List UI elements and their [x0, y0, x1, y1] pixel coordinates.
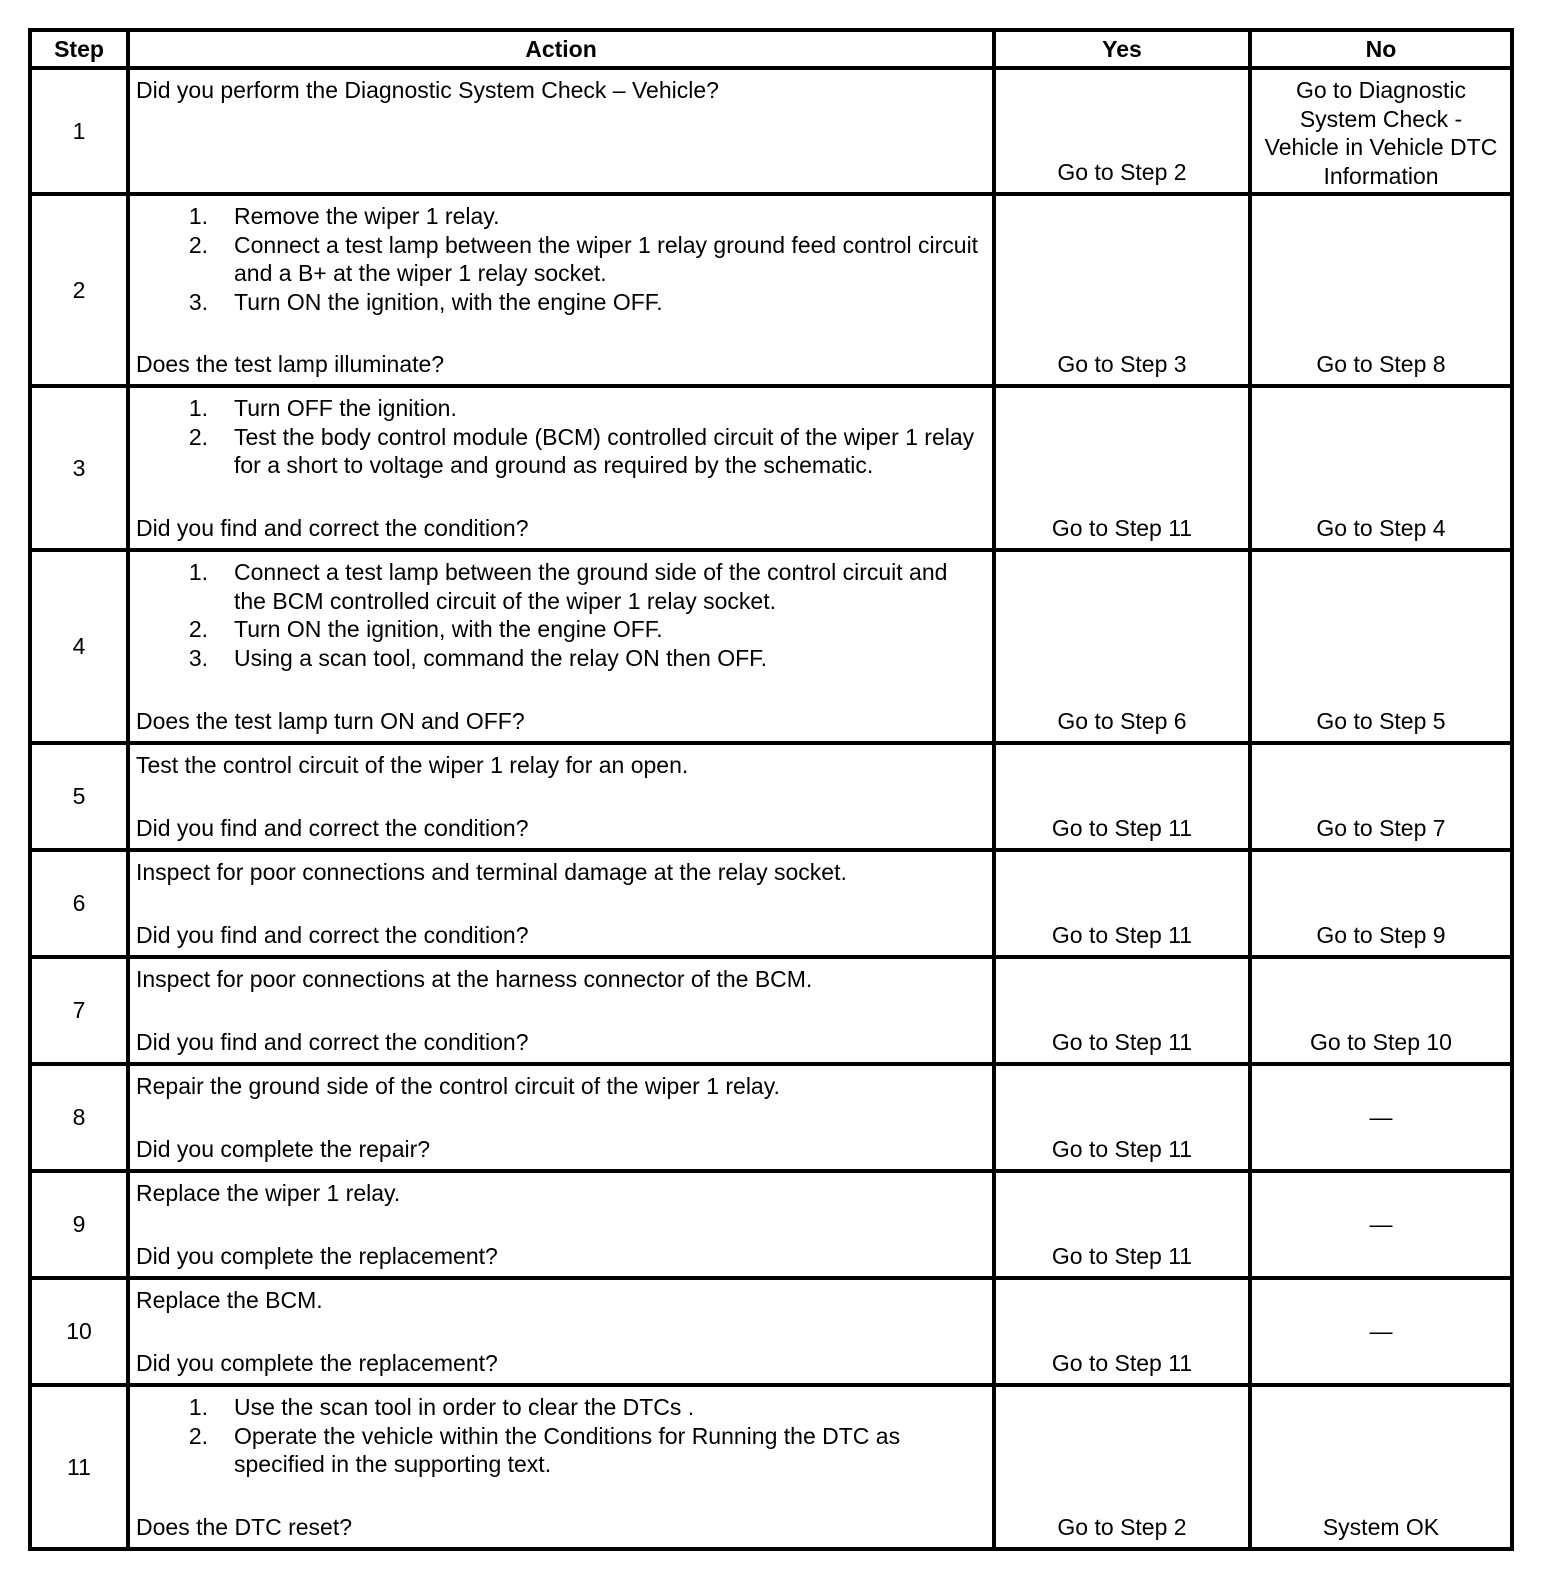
yes-target: Go to Step 11	[1051, 514, 1193, 541]
yes-cell	[994, 1278, 1250, 1385]
no-cell	[1250, 1171, 1512, 1278]
table-row	[30, 1171, 1512, 1278]
substep-item	[136, 288, 984, 317]
action-cell	[128, 743, 994, 850]
step-number: 7	[30, 957, 128, 1064]
no-cell	[1250, 68, 1512, 194]
action-cell	[128, 194, 994, 386]
action-question: Did you complete the repair?	[136, 1135, 431, 1162]
substep-text: Turn ON the ignition, with the engine OFF.	[234, 288, 663, 315]
action-question: Did you find and correct the condition?	[136, 1028, 529, 1055]
yes-target: Go to Step 11	[1051, 814, 1193, 841]
no-target: Go to Step 10	[1310, 1028, 1452, 1055]
table-row	[30, 550, 1512, 743]
no-target: Go to Diagnostic System Check - Vehicle in Vehicle DTC Information	[1264, 77, 1498, 189]
yes-target: Go to Step 6	[1057, 707, 1187, 734]
header-step: Step	[30, 30, 128, 68]
step-number: 9	[30, 1171, 128, 1278]
action-statement: Replace the BCM.	[136, 1287, 323, 1313]
action-question: Did you find and correct the condition?	[136, 814, 529, 841]
action-question: Did you complete the replacement?	[136, 1242, 498, 1269]
yes-cell	[994, 386, 1250, 550]
table-row	[30, 743, 1512, 850]
step-number: 1	[30, 68, 128, 194]
step-number: 2	[30, 194, 128, 386]
substep-text: Connect a test lamp between the ground side of the control circuit and the BCM controlled circuit of the wiper 1 relay socket.	[234, 559, 948, 614]
no-target: Go to Step 7	[1316, 814, 1446, 841]
action-question: Did you find and correct the condition?	[136, 514, 529, 541]
no-cell	[1250, 550, 1512, 743]
no-target-dash: —	[1369, 1318, 1393, 1345]
table-row	[30, 68, 1512, 194]
yes-cell	[994, 1171, 1250, 1278]
table-row	[30, 1278, 1512, 1385]
action-cell	[128, 1171, 994, 1278]
action-question: Did you complete the replacement?	[136, 1349, 498, 1376]
action-question: Does the DTC reset?	[136, 1513, 353, 1540]
substep-item	[136, 394, 984, 423]
no-target: System OK	[1322, 1513, 1440, 1540]
yes-target: Go to Step 3	[1057, 350, 1187, 377]
action-statement: Test the control circuit of the wiper 1 relay for an open.	[136, 752, 689, 778]
action-cell	[128, 1064, 994, 1171]
no-cell	[1250, 850, 1512, 957]
substep-number: 1.	[188, 1394, 208, 1420]
header-row	[30, 30, 1512, 68]
table-row	[30, 386, 1512, 550]
yes-cell	[994, 68, 1250, 194]
substep-list	[136, 394, 984, 480]
step-number: 4	[30, 550, 128, 743]
no-target: Go to Step 4	[1316, 514, 1446, 541]
no-cell	[1250, 957, 1512, 1064]
no-target: Go to Step 5	[1316, 707, 1446, 734]
substep-number: 1.	[188, 203, 208, 229]
header-action: Action	[128, 30, 994, 68]
substep-text: Turn OFF the ignition.	[234, 395, 457, 421]
yes-target: Go to Step 11	[1051, 1349, 1193, 1376]
substep-text: Remove the wiper 1 relay.	[234, 203, 500, 229]
substep-text: Turn ON the ignition, with the engine OFF.	[234, 616, 663, 642]
diagnostic-table	[28, 28, 1514, 1551]
substep-number: 2.	[188, 1422, 208, 1449]
substep-number: 1.	[188, 395, 208, 421]
no-cell	[1250, 194, 1512, 386]
substep-number: 2.	[188, 423, 208, 450]
yes-target: Go to Step 11	[1051, 1028, 1193, 1055]
yes-target: Go to Step 2	[1057, 1513, 1187, 1540]
action-question: Did you find and correct the condition?	[136, 921, 529, 948]
action-question: Does the test lamp illuminate?	[136, 350, 445, 377]
action-statement: Inspect for poor connections at the harness connector of the BCM.	[136, 966, 813, 992]
yes-cell	[994, 1064, 1250, 1171]
yes-target: Go to Step 11	[1051, 921, 1193, 948]
substep-number: 3.	[188, 288, 208, 315]
action-cell	[128, 68, 994, 194]
step-number: 10	[30, 1278, 128, 1385]
action-statement: Repair the ground side of the control circuit of the wiper 1 relay.	[136, 1073, 780, 1099]
substep-number: 2.	[188, 616, 208, 642]
substep-list	[136, 202, 984, 316]
substep-item	[136, 231, 984, 288]
step-number: 3	[30, 386, 128, 550]
yes-cell	[994, 743, 1250, 850]
substep-text: Operate the vehicle within the Conditions for Running the DTC as specified in the supporting text.	[234, 1422, 901, 1477]
substep-item	[136, 615, 984, 644]
action-cell	[128, 957, 994, 1064]
action-cell	[128, 1385, 994, 1549]
no-cell	[1250, 1385, 1512, 1549]
table-row	[30, 194, 1512, 386]
action-cell	[128, 850, 994, 957]
substep-list	[136, 1393, 984, 1479]
table-row	[30, 1064, 1512, 1171]
no-target-dash: —	[1369, 1211, 1393, 1238]
table-row	[30, 957, 1512, 1064]
no-cell	[1250, 1278, 1512, 1385]
substep-list	[136, 558, 984, 672]
yes-target: Go to Step 2	[1057, 158, 1187, 185]
substep-text: Connect a test lamp between the wiper 1 relay ground feed control circuit and a B+ at the wiper 1 relay socket.	[234, 231, 979, 286]
yes-cell	[994, 957, 1250, 1064]
yes-cell	[994, 1385, 1250, 1549]
substep-item	[136, 1393, 984, 1422]
no-target: Go to Step 8	[1316, 350, 1446, 377]
no-target-dash: —	[1369, 1104, 1393, 1131]
substep-number: 2.	[188, 231, 208, 258]
action-cell	[128, 550, 994, 743]
yes-target: Go to Step 11	[1051, 1135, 1193, 1162]
no-target: Go to Step 9	[1316, 921, 1446, 948]
substep-item	[136, 1422, 984, 1479]
yes-cell	[994, 850, 1250, 957]
action-cell	[128, 386, 994, 550]
substep-item	[136, 423, 984, 480]
header-no: No	[1250, 30, 1512, 68]
yes-target: Go to Step 11	[1051, 1242, 1193, 1269]
substep-number: 1.	[188, 559, 208, 585]
header-yes: Yes	[994, 30, 1250, 68]
substep-number: 3.	[188, 644, 208, 671]
no-cell	[1250, 1064, 1512, 1171]
substep-item	[136, 558, 984, 615]
substep-text: Test the body control module (BCM) controlled circuit of the wiper 1 relay for a short to voltage and ground as required by the schematic.	[234, 423, 975, 478]
yes-cell	[994, 194, 1250, 386]
yes-cell	[994, 550, 1250, 743]
no-cell	[1250, 386, 1512, 550]
action-statement: Did you perform the Diagnostic System Check – Vehicle?	[136, 77, 719, 103]
action-statement: Inspect for poor connections and terminal damage at the relay socket.	[136, 859, 847, 885]
substep-text: Use the scan tool in order to clear the DTCs .	[234, 1394, 695, 1420]
substep-text: Using a scan tool, command the relay ON then OFF.	[234, 644, 768, 671]
table-row	[30, 1385, 1512, 1549]
step-number: 5	[30, 743, 128, 850]
no-cell	[1250, 743, 1512, 850]
action-question: Does the test lamp turn ON and OFF?	[136, 707, 525, 734]
step-number: 6	[30, 850, 128, 957]
table-row	[30, 850, 1512, 957]
substep-item	[136, 644, 984, 673]
action-cell	[128, 1278, 994, 1385]
step-number: 8	[30, 1064, 128, 1171]
step-number: 11	[30, 1385, 128, 1549]
substep-item	[136, 202, 984, 231]
action-statement: Replace the wiper 1 relay.	[136, 1180, 401, 1206]
